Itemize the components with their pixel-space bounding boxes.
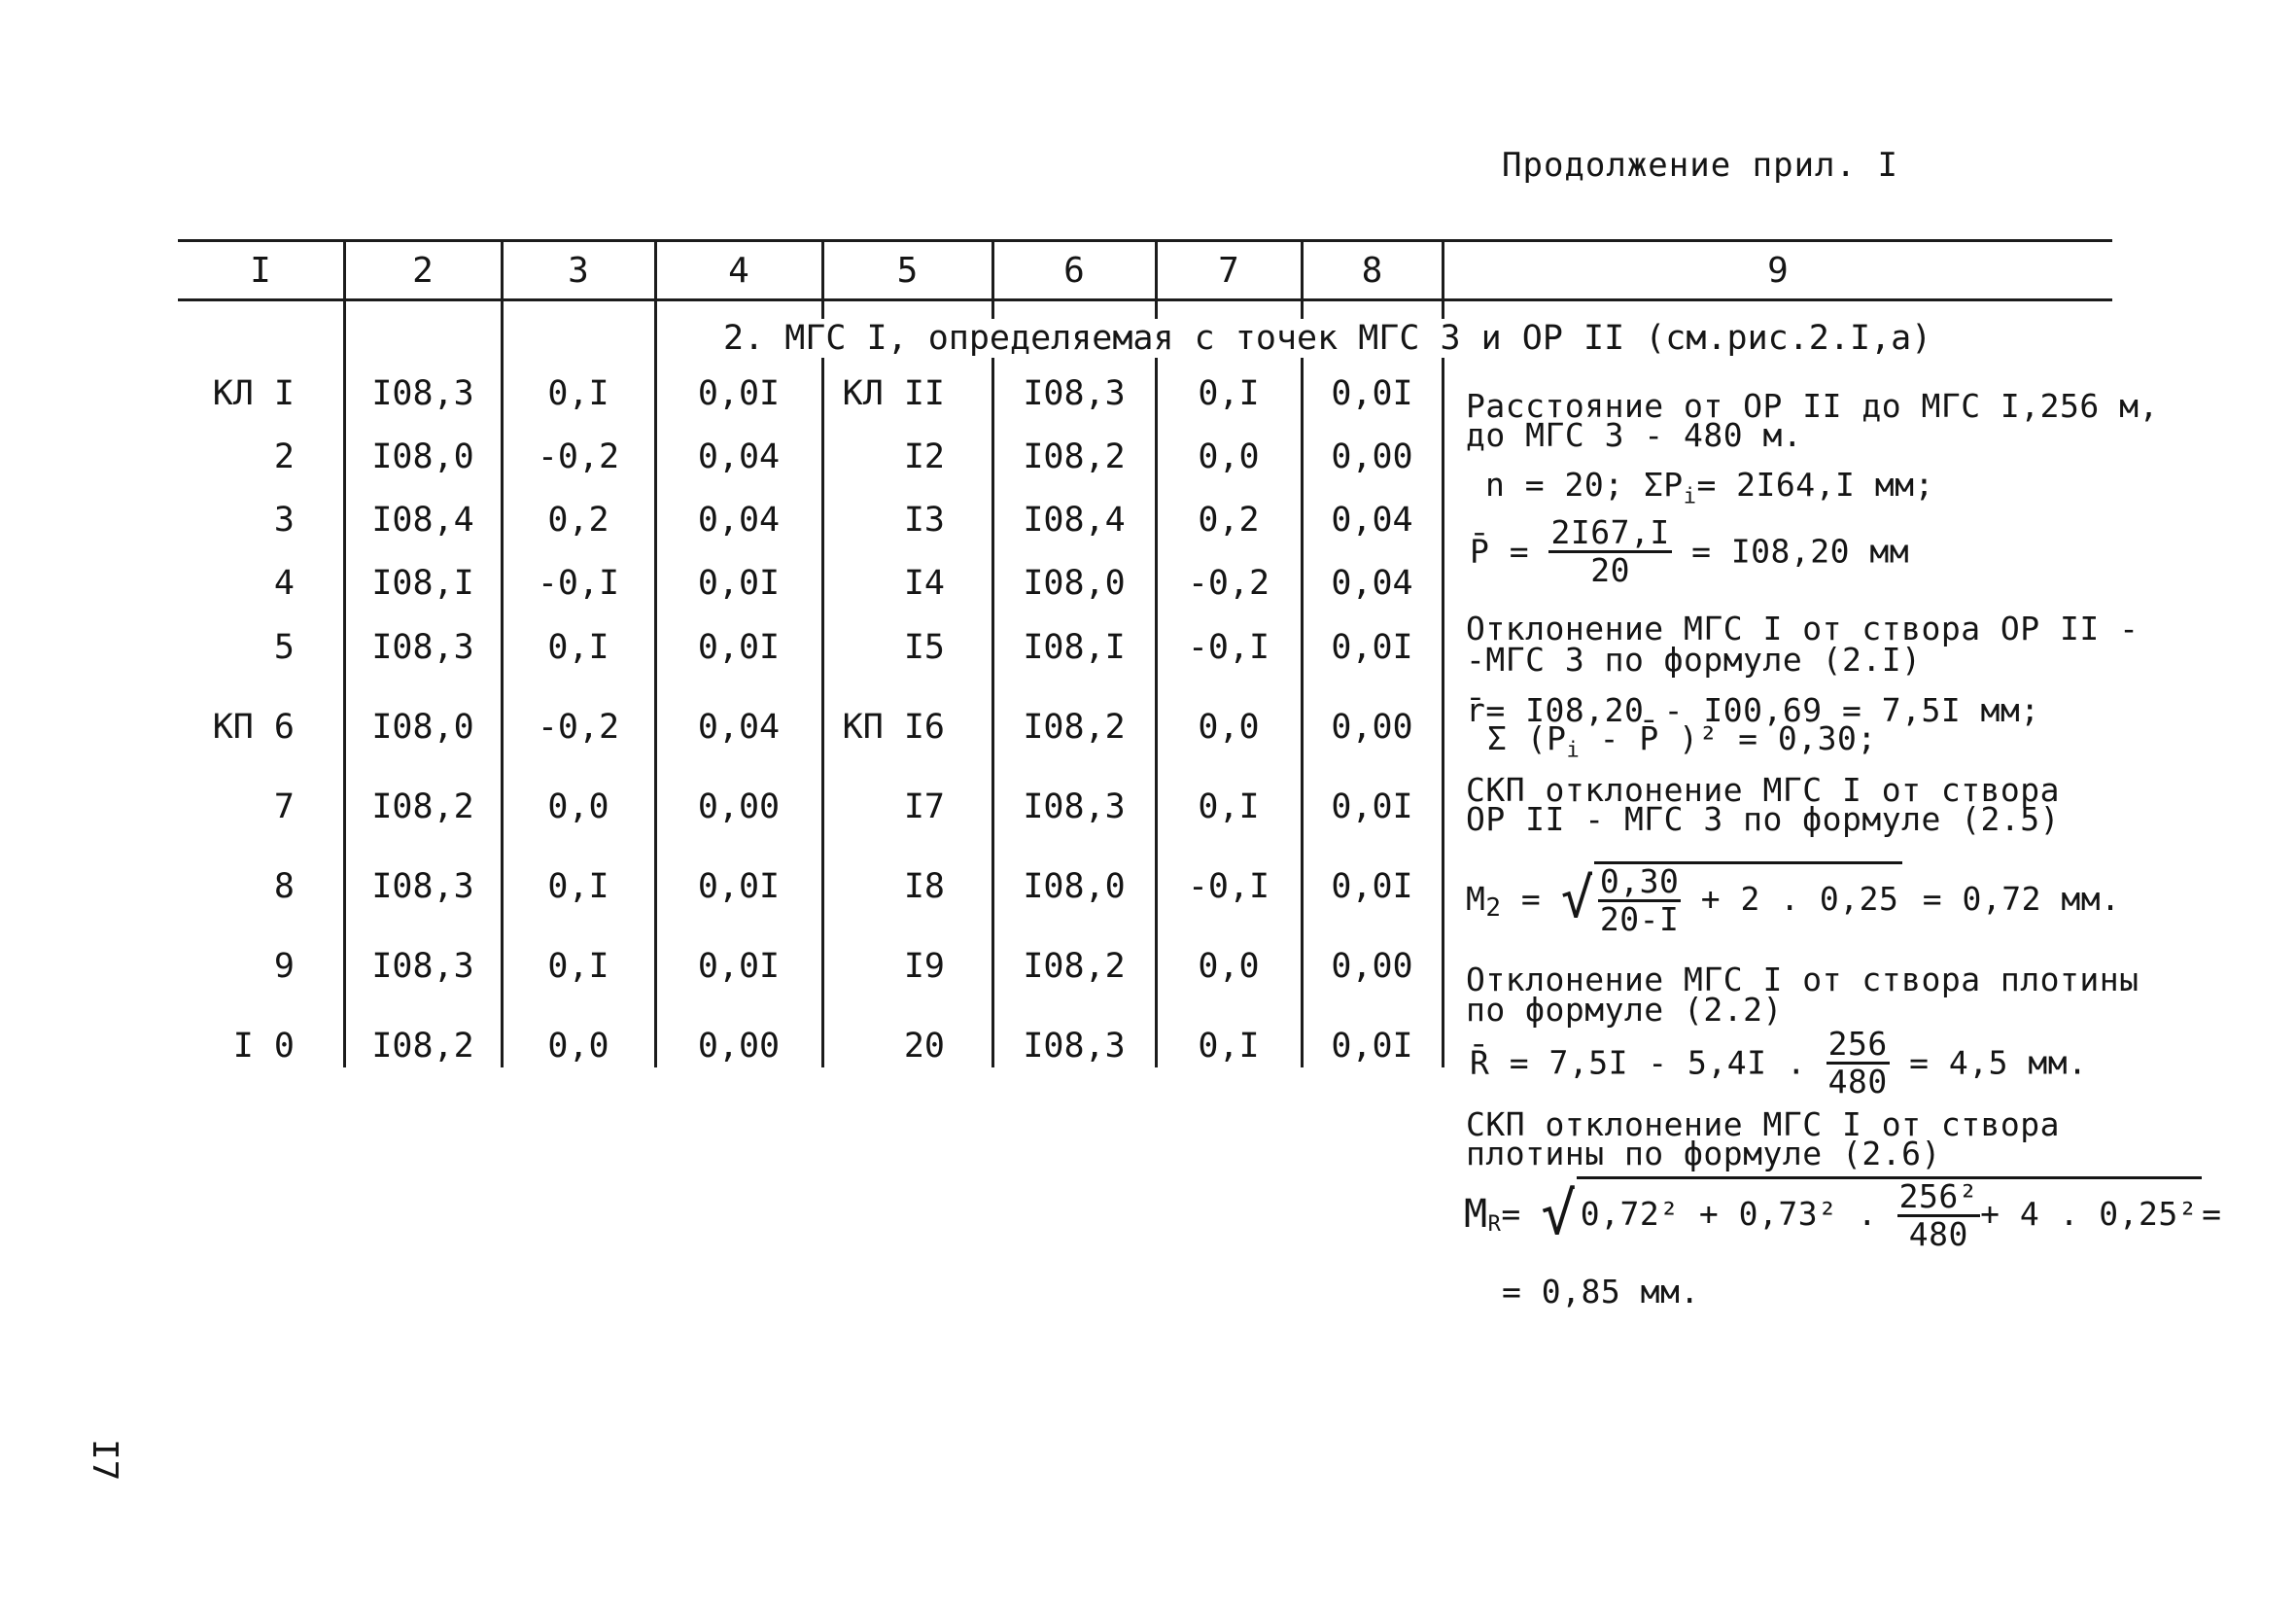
cell-point-left: 9 [273, 947, 295, 986]
formula-sum-sq: Σ ($P_i$ - P̄ )² = 0,30; [1487, 719, 1877, 763]
cell-deviation-right: 0,0 [1198, 708, 1260, 747]
cell-reading-left: I08,3 [371, 867, 474, 906]
cell-reading-right: I08,2 [1023, 947, 1126, 986]
cell-sq-deviation-left: 0,04 [697, 501, 781, 540]
note-deviation-header: Отклонение МГС I от створа ОР II - [1466, 610, 2139, 647]
note-distance: Расстояние от ОР II до МГС I,256 м, [1466, 387, 2159, 425]
cell-point-right: I8 [903, 867, 945, 906]
cell-deviation-right: -0,I [1187, 628, 1270, 667]
cell-point-left: 4 [273, 564, 295, 603]
cell-point-left: КП 6 [212, 708, 295, 747]
cell-deviation-right: -0,I [1187, 867, 1270, 906]
running-head: Продолжение прил. I [1502, 146, 1898, 185]
cell-deviation-right: 0,2 [1198, 501, 1260, 540]
cell-sq-deviation-left: 0,0I [697, 628, 781, 667]
cell-sq-deviation-right: 0,00 [1331, 437, 1413, 476]
cell-point-right: 20 [903, 1027, 945, 1066]
cell-reading-left: I08,3 [371, 947, 474, 986]
cell-sq-deviation-right: 0,0I [1331, 787, 1413, 826]
cell-reading-left: I08,0 [371, 437, 474, 476]
formula-mr: $M_R=$ √ 0,72² + 0,73² . $\frac{\text{256²}}{480}$ + 4 . 0,25² = [1464, 1177, 2222, 1253]
cell-point-right: I5 [903, 628, 945, 667]
formula-m2: $M_2$ = √ $\frac{0,30}{20-I}$ + 2 . 0,25 = 0,72 мм. [1466, 862, 2121, 938]
col-header-5: 5 [896, 251, 919, 291]
col-header-1: I [250, 251, 271, 291]
cell-reading-left: I08,2 [371, 1027, 474, 1066]
cell-sq-deviation-left: 0,04 [697, 708, 781, 747]
note-skp-formula: ОР II - МГС 3 по формуле (2.5) [1466, 800, 2061, 838]
note-deviation-formula: -МГС 3 по формуле (2.I) [1466, 641, 1922, 679]
cell-sq-deviation-right: 0,04 [1331, 564, 1413, 603]
cell-deviation-right: 0,0 [1198, 947, 1260, 986]
cell-reading-right: I08,3 [1023, 787, 1126, 826]
note-skp-dam-header: СКП отклонение МГС I от створа [1466, 1105, 2061, 1143]
cell-reading-right: I08,2 [1023, 708, 1126, 747]
col-header-4: 4 [728, 251, 749, 291]
formula-r-mean: r̄= I08,20 - I00,69 = 7,5I мм; [1466, 691, 2040, 729]
cell-point-left: 5 [273, 628, 295, 667]
cell-deviation-left: -0,I [537, 564, 620, 603]
cell-deviation-left: 0,I [547, 374, 609, 413]
cell-deviation-right: 0,I [1198, 787, 1260, 826]
cell-point-right: I3 [903, 501, 945, 540]
cell-reading-left: I08,3 [371, 374, 474, 413]
cell-reading-right: I08,3 [1023, 1027, 1126, 1066]
table-header-rule [178, 298, 2112, 301]
note-n-sum: n = 20; $\Sigma P_i= 2I64,I$ мм; [1485, 466, 1934, 509]
cell-point-right: I2 [903, 437, 945, 476]
col-header-6: 6 [1063, 251, 1085, 291]
cell-reading-right: I08,I [1023, 628, 1126, 667]
note-dam-formula: по формуле (2.2) [1466, 991, 1783, 1029]
cell-point-left: I 0 [232, 1027, 295, 1066]
cell-deviation-left: 0,0 [547, 787, 609, 826]
cell-deviation-right: -0,2 [1187, 564, 1270, 603]
cell-sq-deviation-right: 0,0I [1331, 1027, 1413, 1066]
cell-point-left: 2 [273, 437, 295, 476]
cell-reading-left: I08,2 [371, 787, 474, 826]
note-distance-2: до МГС 3 - 480 м. [1466, 416, 1803, 454]
cell-deviation-left: -0,2 [537, 437, 620, 476]
cell-reading-left: I08,4 [371, 501, 474, 540]
cell-sq-deviation-left: 0,0I [697, 947, 781, 986]
cell-point-right: I7 [903, 787, 945, 826]
section-title: 2. МГС I, определяемая с точек МГС 3 и ОР II (см.рис.2.I,а) [719, 319, 1935, 358]
cell-reading-right: I08,3 [1023, 374, 1126, 413]
cell-sq-deviation-right: 0,00 [1331, 708, 1413, 747]
col-sep-8 [1442, 239, 1444, 1067]
formula-mr-result: = 0,85 мм. [1502, 1273, 1700, 1311]
cell-reading-left: I08,I [371, 564, 474, 603]
col-header-3: 3 [568, 251, 589, 291]
cell-sq-deviation-left: 0,0I [697, 374, 781, 413]
cell-deviation-left: 0,0 [547, 1027, 609, 1066]
cell-point-left: 8 [273, 867, 295, 906]
cell-reading-right: I08,0 [1023, 867, 1126, 906]
cell-sq-deviation-right: 0,00 [1331, 947, 1413, 986]
cell-point-right: КЛ II [842, 374, 945, 413]
cell-point-left: 7 [273, 787, 295, 826]
col-header-2: 2 [412, 251, 434, 291]
cell-point-left: 3 [273, 501, 295, 540]
cell-deviation-left: -0,2 [537, 708, 620, 747]
cell-sq-deviation-left: 0,00 [697, 1027, 781, 1066]
cell-reading-right: I08,0 [1023, 564, 1126, 603]
cell-reading-right: I08,4 [1023, 501, 1126, 540]
note-skp-dam-formula: плотины по формуле (2.6) [1466, 1135, 1941, 1172]
formula-r-dam: R̄ = 7,5I - 5,4I . $\frac{256}{480}$ = 4,5 мм. [1470, 1025, 2088, 1101]
table-top-rule [178, 239, 2112, 242]
col-header-9: 9 [1767, 251, 1789, 291]
col-header-8: 8 [1361, 251, 1383, 291]
cell-deviation-right: 0,0 [1198, 437, 1260, 476]
formula-p-mean: P̄ = $\frac{2I67,I}{20}$ = I08,20 мм [1470, 513, 1910, 589]
cell-sq-deviation-left: 0,0I [697, 564, 781, 603]
cell-deviation-left: 0,I [547, 628, 609, 667]
note-dam-deviation: Отклонение МГС I от створа плотины [1466, 961, 2139, 998]
cell-sq-deviation-right: 0,0I [1331, 628, 1413, 667]
cell-point-left: КЛ I [212, 374, 295, 413]
page-number: I7 [85, 1439, 124, 1482]
cell-reading-right: I08,2 [1023, 437, 1126, 476]
cell-reading-left: I08,3 [371, 628, 474, 667]
cell-point-right: I4 [903, 564, 945, 603]
cell-point-right: I9 [903, 947, 945, 986]
cell-deviation-left: 0,I [547, 867, 609, 906]
cell-sq-deviation-left: 0,00 [697, 787, 781, 826]
note-skp-header: СКП отклонение МГС I от створа [1466, 771, 2061, 809]
cell-sq-deviation-left: 0,0I [697, 867, 781, 906]
cell-deviation-left: 0,2 [547, 501, 609, 540]
cell-sq-deviation-left: 0,04 [697, 437, 781, 476]
cell-point-right: КП I6 [842, 708, 945, 747]
cell-reading-left: I08,0 [371, 708, 474, 747]
cell-deviation-left: 0,I [547, 947, 609, 986]
cell-sq-deviation-right: 0,04 [1331, 501, 1413, 540]
cell-deviation-right: 0,I [1198, 374, 1260, 413]
cell-sq-deviation-right: 0,0I [1331, 867, 1413, 906]
cell-deviation-right: 0,I [1198, 1027, 1260, 1066]
col-header-7: 7 [1218, 251, 1239, 291]
cell-sq-deviation-right: 0,0I [1331, 374, 1413, 413]
